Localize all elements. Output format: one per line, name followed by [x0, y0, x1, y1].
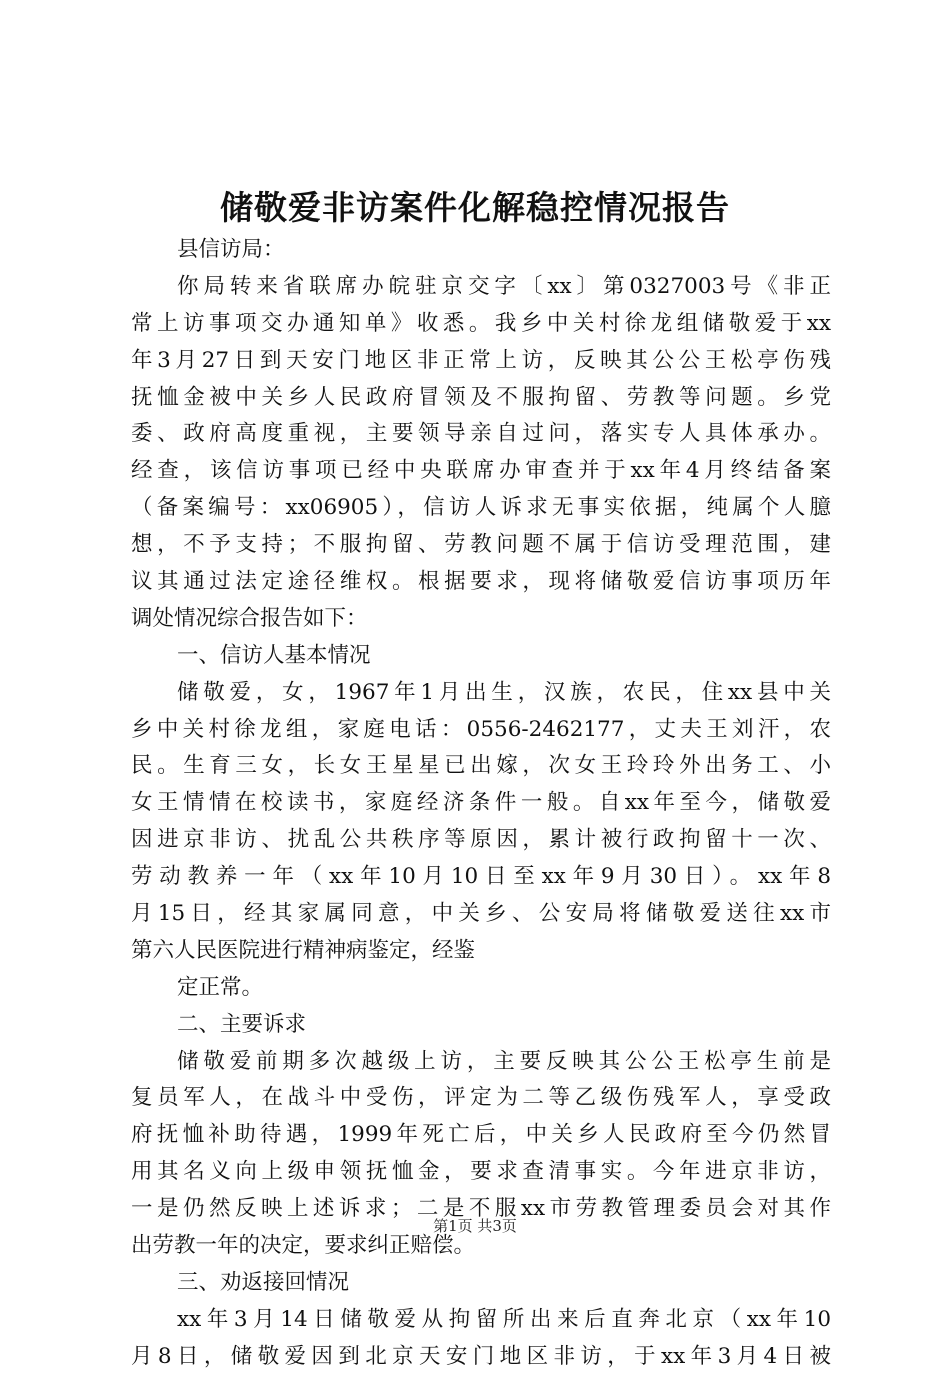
- text-line: 你局转来省联席办皖驻京交字〔xx〕第0327003号《非正: [177, 273, 831, 299]
- text-line: 抚恤金被中关乡人民政府冒领及不服拘留、劳教等问题。乡党: [131, 384, 831, 410]
- text-line: 想，不予支持；不服拘留、劳教问题不属于信访受理范围，建: [131, 532, 831, 558]
- text-line: 府抚恤补助待遇，1999年死亡后，中关乡人民政府至今仍然冒: [131, 1122, 831, 1148]
- text-line: 二、主要诉求: [177, 1011, 307, 1037]
- text-line: 县信访局：: [177, 237, 285, 262]
- text-line: （备案编号：xx06905），信访人诉求无事实依据，纯属个人臆: [131, 495, 831, 521]
- text-line: 民。生育三女，长女王星星已出嫁，次女王玲玲外出务工、小: [131, 753, 831, 779]
- text-line: 储敬爱前期多次越级上访，主要反映其公公王松亭生前是: [177, 1048, 831, 1074]
- text-line: 常上访事项交办通知单》收悉。我乡中关村徐龙组储敬爱于xx: [131, 310, 831, 336]
- text-line: 议其通过法定途径维权。根据要求，现将储敬爱信访事项历年: [131, 569, 831, 595]
- text-line: 第六人民医院进行精神病鉴定，经鉴: [131, 937, 476, 963]
- text-line: 劳动教养一年（xx年10月10日至xx年9月30日）。xx年8: [131, 864, 831, 890]
- text-line: 三、劝返接回情况: [177, 1269, 350, 1295]
- page-footer: 第1页 共3页: [433, 1217, 517, 1235]
- document-body: [131, 232, 831, 1376]
- text-line: 月8日，储敬爱因到北京天安门地区非访，于xx年3月4日被: [131, 1343, 831, 1369]
- text-line: 用其名义向上级申领抚恤金，要求查清事实。今年进京非访，: [131, 1159, 831, 1185]
- text-line: xx年3月14日储敬爱从拘留所出来后直奔北京（xx年10: [177, 1306, 831, 1332]
- text-line: 定正常。: [177, 974, 264, 1000]
- text-line: 一是仍然反映上述诉求；二是不服xx市劳教管理委员会对其作: [131, 1196, 831, 1222]
- text-line: 一、信访人基本情况: [177, 642, 371, 668]
- text-line: 调处情况综合报告如下：: [131, 605, 368, 631]
- text-line: 年3月27日到天安门地区非正常上访，反映其公公王松亭伤残: [131, 347, 831, 373]
- text-line: 月15日，经其家属同意，中关乡、公安局将储敬爱送往xx市: [131, 901, 831, 927]
- text-line: 女王情情在校读书，家庭经济条件一般。自xx年至今，储敬爱: [131, 790, 831, 816]
- text-line: 复员军人，在战斗中受伤，评定为二等乙级伤残军人，享受政: [131, 1085, 831, 1111]
- text-line: 因进京非访、扰乱公共秩序等原因，累计被行政拘留十一次、: [131, 827, 831, 853]
- text-line: 乡中关村徐龙组，家庭电话：0556-2462177，丈夫王刘汗，农: [131, 716, 831, 742]
- text-line: 出劳教一年的决定，要求纠正赔偿。: [131, 1233, 476, 1259]
- document-title: 储敬爱非访案件化解稳控情况报告: [220, 188, 730, 227]
- text-line: 经查，该信访事项已经中央联席办审查并于xx年4月终结备案: [131, 458, 831, 484]
- text-line: 储敬爱，女，1967年1月出生，汉族，农民，住xx县中关: [177, 679, 831, 705]
- text-line: 委、政府高度重视，主要领导亲自过问，落实专人具体承办。: [131, 421, 831, 447]
